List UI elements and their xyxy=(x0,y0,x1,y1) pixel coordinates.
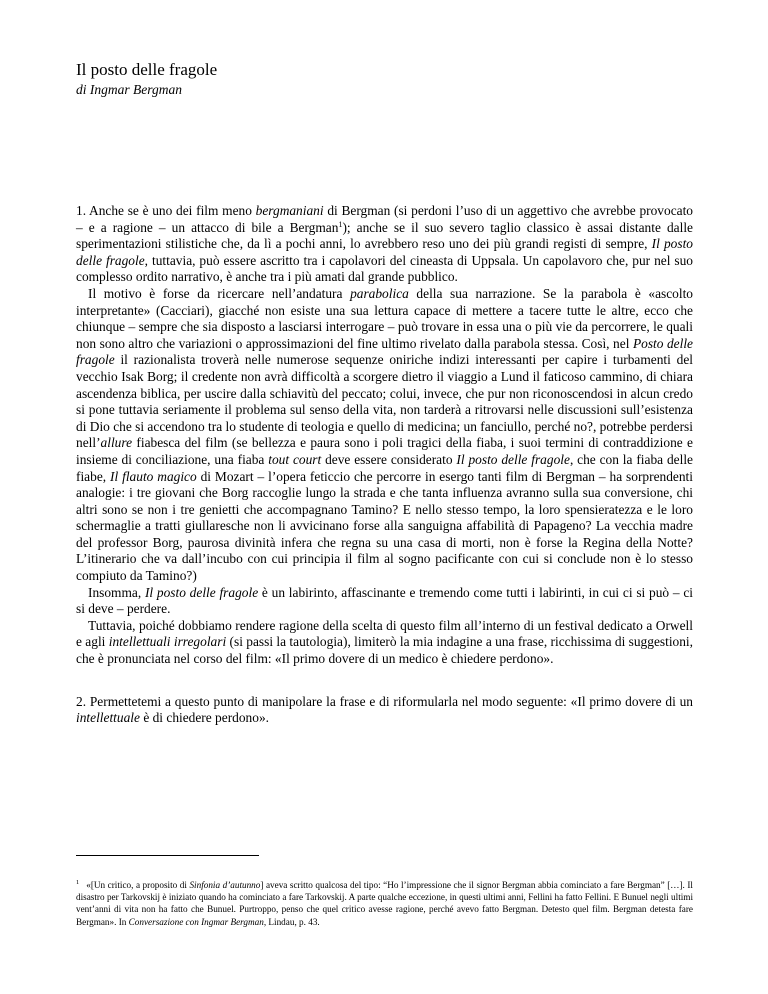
text-run: è un labirinto, affascinante e tremendo come tutti i labirinti, in cui ci si può – ci si deve – perdere. xyxy=(76,584,694,617)
text-run: il razionalista troverà nelle numerose sequenze oniriche indizi interessanti per capire i turbamenti del vecchio Isak Borg; il credente non avrà difficoltà a scorgere dietro il viaggio a Lund il faticoso cammino, di chiara ascendenza biblica, per uscire dalla schiavitù del peccato; colui, invece, che pur non riconoscendosi in alcun credo si pone tuttavia seriamente il problema sul senso della vita, non tarderà a ritrovarsi nelle discussioni sull’esistenza di Dio che si accendono tra lo studente di teologia e quello di medicina; un fanciullo, perché no?, potrebbe perdersi nell’ xyxy=(76,352,693,451)
italic-term: intellettuali irregolari xyxy=(108,634,227,650)
text-run: 1. Anche se è uno dei film meno xyxy=(76,203,256,218)
italic-title: Conversazione con Ingmar Bergman xyxy=(128,916,264,927)
text-run: della sua narrazione. Se la parabola è «ascolto interpretante» (Cacciari), giacché non esiste una sua lettura capace di mettere a tacere tutte le altre, ecco che chiunque – sempre che sia disposto a lasciarsi interrogare – può trovare in essa una o più vie da percorrere, le quali non sono altro che variazioni o approssimazioni del fine ultimo rivelato dalla parabola stessa. Così, nel xyxy=(76,285,694,351)
text-run: ] aveva scritto qualcosa del tipo: “Ho l’impressione che il signor Bergman abbia cominciato a fare Bergman” […]. Il disastro per Tarkovskij è iniziato quando ha cominciato a fare Tarkovskij. A parte qualche eccezione, in questi ultimi anni, Fellini ha fatto Fellini. E Bunuel negli ultimi vent’anni di vita non ha fatto che Bunuel. Purtroppo, penso che quel critico avesse ragione, perché avevo fatto Bergman. Detesto quel film. Bergman detesta fare Bergman». In xyxy=(76,880,693,927)
paragraph-1-3 xyxy=(76,585,693,618)
section-gap xyxy=(76,668,693,694)
italic-title: Il posto delle fragole xyxy=(456,451,570,467)
text-run: , Lindau, p. 43. xyxy=(263,916,320,927)
italic-term: bergmaniani xyxy=(255,203,324,218)
italic-title: Sinfonia d’autunno xyxy=(189,880,261,890)
text-run: di Bergman (si perdoni l’uso di un aggettivo che avrebbe provocato – e a ragione – un attacco di bile a Bergman xyxy=(76,203,693,235)
footnote-reference[interactable]: 1 xyxy=(338,219,343,229)
text-run: Il motivo è forse da ricercare nell’andatura xyxy=(88,285,351,301)
text-run: , tuttavia, può essere ascritto tra i capolavori del cineasta di Uppsala. Un capolavoro che, pur nel suo complesso ordito narrativo, è anche tra i più amati dal grande pubblico. xyxy=(76,252,694,285)
italic-title: Il flauto magico xyxy=(110,468,197,484)
paragraph-1-4 xyxy=(76,618,693,668)
footnote-1 xyxy=(76,879,693,928)
italic-term: intellettuale xyxy=(76,710,140,726)
text-run: , che con la fiaba delle fiabe, xyxy=(76,451,693,484)
paragraph-2-1 xyxy=(76,694,693,727)
document-header xyxy=(76,60,693,98)
text-run: di Mozart – l’opera feticcio che percorre in esergo tanti film di Bergman – ha sorprendenti analogie: i tre giovani che Borg raccoglie lungo la strada e che tanta influenza avranno sulla sua conversione, chi altri sono se non i tre genietti che accompagnano Tamino? E nello stesso tempo, la loro spensieratezza e le loro schermaglie a tratti giullaresche non li avvicinano forse alla sanguigna affabilità di Papageno? La vecchia madre del professor Borg, paurosa divinità infera che regna su una casa di morti, non è forse la Regina della Notte? L’itinerario che va dall’incubo con cui principia il film al sogno pacificante con cui si conclude non è lo stesso compiuto da Tamino?) xyxy=(76,468,693,584)
italic-term: parabolica xyxy=(350,285,409,301)
italic-term: tout court xyxy=(268,451,322,467)
paragraph-1-2 xyxy=(76,286,693,585)
footnote-number: 1 xyxy=(76,879,80,886)
text-run: è di chiedere perdono». xyxy=(139,710,269,726)
italic-term: allure xyxy=(100,435,133,451)
text-run: fiabesca del film (se bellezza e paura sono i poli tragici della fiaba, i suoi termini di contraddizione e insieme di conciliazione, una fiaba xyxy=(76,435,693,467)
text-run: Insomma, xyxy=(88,584,145,600)
document-author: di Ingmar Bergman xyxy=(76,82,182,97)
text-run: (si passi la tautologia), limiterò la mia indagine a una frase, ricchissima di suggestioni, che è pronunciata nel corso del film: «Il primo dovere di un medico è chiedere perdono». xyxy=(76,634,693,667)
text-run: ); anche se il suo severo taglio classico è assai distante dalle sperimentazioni stilistiche che, da lì a pochi anni, lo avrebbero reso uno dei più grandi registi di sempre, xyxy=(76,219,693,252)
document-title: Il posto delle fragole xyxy=(76,60,218,79)
text-run: deve essere considerato xyxy=(321,451,457,467)
italic-title: Il posto delle fragole xyxy=(76,236,693,268)
italic-title: Posto delle fragole xyxy=(76,335,694,368)
text-run: Tuttavia, poiché dobbiamo rendere ragione della scelta di questo film all’interno di un festival dedicato a Orwell e agli xyxy=(76,617,693,650)
article-body xyxy=(76,203,693,727)
footnote-separator xyxy=(76,855,259,856)
text-run: 2. Permettetemi a questo punto di manipolare la frase e di riformularla nel modo seguente: «Il primo dovere di un xyxy=(76,693,693,709)
italic-title: Il posto delle fragole xyxy=(144,584,259,600)
text-run: «[Un critico, a proposito di xyxy=(86,880,190,890)
paragraph-1-1 xyxy=(76,203,693,286)
